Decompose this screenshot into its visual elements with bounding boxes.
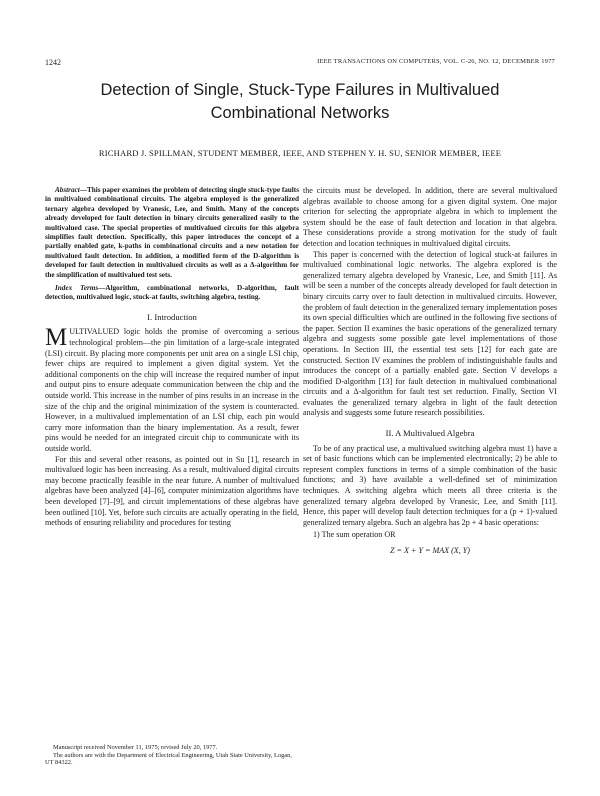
- intro-paragraph-1: [45, 324, 299, 454]
- equation-max: Z = X + Y = MAX (X, Y): [389, 546, 470, 555]
- body-paragraph-2: This paper is concerned with the detection of logical stuck-at failures in multivalued combinational logic networks. The algebra explored is the generalized ternary algebra developed by Vranesic, Lee, and Smith [11]. As will be seen a number of the concepts already developed for fault detection in binary circuits carry over to fault detection in multivalued circuits. However, the problem of fault detection in the generalized ternary implementation poses its own special difficulties which are outlined in the following five sections of the paper. Section II examines the basic operations of the generalized ternary algebra and suggests some possible gate level implementations of those operations. In Section III, the essential test sets [12] for each gate are constructed. Section IV examines the problem of indistinguishable faults and introduces the concept of a partially enabled gate. Section V develops a modified D-algorithm [13] for fault detection in multivalued combinational circuits and a Δ-algorithm for fault test set reduction. Finally, Section VI evaluates the generalized ternary algebra in light of the fault detection analysis and suggests some future research possibilities.: [303, 249, 557, 418]
- abstract-label: Abstract: [55, 186, 80, 194]
- title-line-2: Combinational Networks: [210, 104, 390, 122]
- footnote-affiliation: The authors are with the Department of Electrical Engineering, Utah State University, Logan, UT 84322.: [45, 751, 292, 767]
- footnote-received: Manuscript received November 11, 1975; revised July 20, 1977.: [53, 744, 218, 751]
- paper-title: [40, 79, 560, 125]
- footnote: [45, 744, 299, 767]
- author-line: RICHARD J. SPILLMAN, STUDENT MEMBER, IEEE, AND STEPHEN Y. H. SU, SENIOR MEMBER, IEEE: [98, 148, 502, 158]
- abstract: [45, 186, 299, 280]
- running-head: IEEE TRANSACTIONS ON COMPUTERS, VOL. C-26, NO. 12, DECEMBER 1977: [317, 58, 555, 65]
- drop-cap: M: [45, 324, 68, 352]
- body-paragraph-1: the circuits must be developed. In addition, there are several multivalued algebras available to choose among for a given digital system. One major criterion for selecting the appropriate algebra in which to implement the system should be the ease of fault detection and location in that algebra. These considerations provide a strong motivation for the study of fault detection and location techniques in multivalued digital circuits.: [303, 186, 557, 248]
- abstract-text: —This paper examines the problem of detecting single stuck-type faults in multivalued combinational circuits. The algebra employed is the generalized ternary algebra developed by Vranesic, Lee, and Smith. Many of the concepts already developed for fault detection in binary circuits generalized easily to the multivalued case. The special properties of multivalued circuits for this algebra simplifies fault detection. Specifically, this paper introduces the concept of a partially enabled gate, k-paths in combinational circuits and a new notation for multivalued fault detection. In addition, a modified form of the D-algorithm is developed for fault detection in multivalued circuits as well as a Δ-algorithm for the simplification of multivalued test sets.: [45, 186, 299, 279]
- title-line-1: Detection of Single, Stuck-Type Failures in Multivalued: [100, 81, 500, 99]
- section-heading-multivalued-algebra: II. A Multivalued Algebra: [385, 428, 475, 439]
- index-terms-label: Index Terms: [55, 284, 99, 293]
- section-heading-introduction: I. Introduction: [147, 311, 197, 322]
- index-terms: [45, 284, 299, 303]
- right-column: [303, 186, 557, 557]
- left-column: [45, 186, 299, 529]
- index-terms-text: —Algorithm, combinational networks, D-algorithm, fault detection, multivalued logic, stuck-at faults, switching algebra, testing.: [45, 284, 299, 302]
- body-paragraph-3: To be of any practical use, a multivalued switching algebra must 1) have a set of basic functions which can be implemented electronically; 2) be able to represent complex functions in terms of a simple combination of the basic functions; and 3) have available a well-defined set of minimization techniques. A switching algebra which meets all three criteria is the generalized ternary algebra developed by Vranesic, Lee, and Smith [11]. Hence, this paper will develop fault detection techniques for a (p + 1)-valued generalized ternary algebra. Such an algebra has 2p + 4 basic operations:: [303, 443, 557, 527]
- list-item-sum-operation: 1) The sum operation OR: [313, 530, 396, 540]
- intro-paragraph-2: For this and several other reasons, as pointed out in Su [1], research in multivalued logic has been increasing. As a result, multivalued digital circuits may become practically feasible in the near future. A number of multivalued algebras have been analyzed [4]–[6], computer minimization algorithms have been developed [7]–[9], and circuit implementations of these algebras have been outlined [10]. Yet, before such circuits are actually operating in the field, methods of ensuring reliability and procedures for testing: [45, 454, 299, 528]
- intro-paragraph-1-text: ULTIVALUED logic holds the promise of overcoming a serious technological problem—the pin limitation of a large-scale integrated (LSI) circuit. By placing more components per unit area on a single LSI chip, fewer chips are required to implement a given digital system. Yet the additional components on the chip will increase the required number of input and output pins to ensure adequate communication between the chip and the outside world. This increase in the number of pins results in an increase in the size of the chip and the original minimization of the system is counteracted. However, in a multivalued implementation of an LSI chip, each pin would carry more information than the binary implementation. As a result, fewer pins would be needed for an integrated circuit chip to communicate with its outside world.: [45, 327, 299, 453]
- page-number: 1242: [45, 58, 61, 67]
